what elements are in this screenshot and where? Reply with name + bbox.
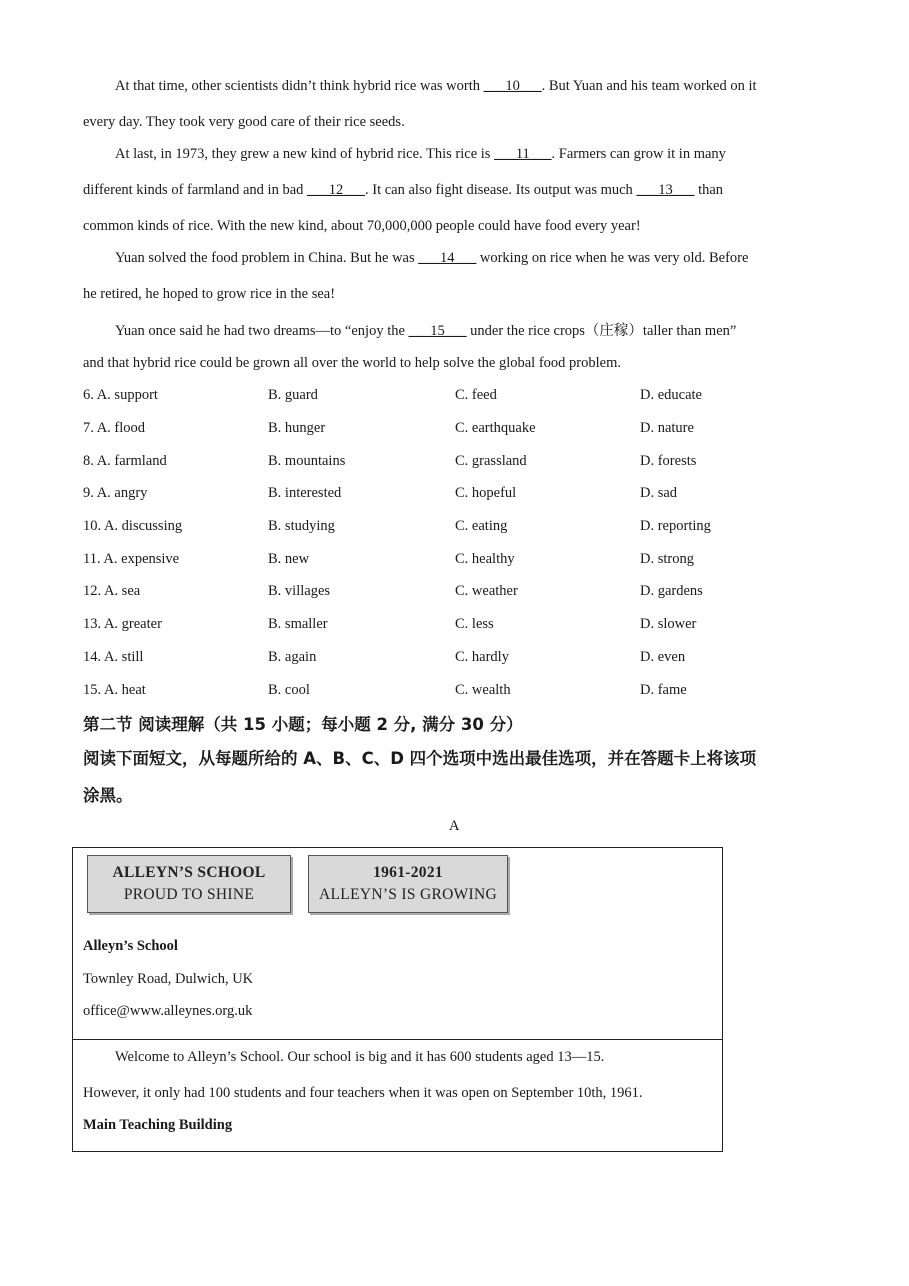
welcome-text-cont: However, it only had 100 students and four teachers when it was open on September 10th, 1961. [83, 1085, 643, 1101]
option-a: 15. A. heat [83, 682, 146, 698]
passage-line: every day. They took very good care of their rice seeds. [83, 114, 405, 130]
passage-line: he retired, he hoped to grow rice in the sea! [83, 286, 336, 302]
passage-text: than [694, 182, 724, 198]
school-address: Townley Road, Dulwich, UK [83, 971, 254, 987]
option-c: C. grassland [455, 453, 527, 469]
option-b: B. studying [268, 518, 335, 534]
school-name: Alleyn’s School [83, 938, 178, 954]
option-b: B. villages [268, 583, 331, 599]
option-d: D. strong [640, 551, 694, 567]
banner-subtitle: ALLEYN’S IS GROWING [319, 886, 497, 903]
passage-text: At that time, other scientists didn’t think hybrid rice was worth [115, 78, 484, 94]
option-d: D. fame [640, 682, 687, 698]
passage-line: common kinds of rice. With the new kind, about 70,000,000 people could have food every year! [83, 218, 641, 234]
option-b: B. smaller [268, 616, 328, 632]
option-d: D. sad [640, 485, 678, 501]
banner-title: ALLEYN’S SCHOOL [112, 864, 266, 881]
passage-line [83, 78, 860, 95]
option-c: C. earthquake [455, 420, 536, 436]
option-b: B. new [268, 551, 310, 567]
option-a: 13. A. greater [83, 616, 162, 632]
blank-11: ___11___ [494, 146, 552, 162]
option-c: C. feed [455, 387, 497, 403]
passage-text: Yuan once said he had two dreams—to “enjoy the [115, 323, 409, 339]
option-c: C. weather [455, 583, 518, 599]
passage-text: . But Yuan and his team worked on it [541, 78, 757, 94]
option-b: B. guard [268, 387, 318, 403]
school-notice-box [72, 847, 723, 1152]
option-d: D. nature [640, 420, 694, 436]
option-a: 12. A. sea [83, 583, 141, 599]
building-heading: Main Teaching Building [83, 1117, 233, 1133]
section-heading: 第二节 阅读理解（共 15 小题；每小题 2 分, 满分 30 分） [83, 715, 523, 734]
option-c: C. eating [455, 518, 508, 534]
option-a: 7. A. flood [83, 420, 146, 436]
option-c: C. wealth [455, 682, 511, 698]
blank-10: ___10___ [483, 78, 542, 94]
blank-14: ___14___ [418, 250, 477, 266]
option-c: C. hopeful [455, 485, 517, 501]
passage-letter: A [449, 818, 460, 834]
section-instruction: 阅读下面短文，从每题所给的 A、B、C、D 四个选项中选出最佳选项，并在答题卡上将该项 [83, 749, 757, 768]
passage-line [83, 182, 828, 199]
school-email: office@www.alleynes.org.uk [83, 1003, 253, 1019]
blank-12: ___12___ [307, 182, 366, 198]
option-a: 8. A. farmland [83, 453, 167, 469]
option-d: D. educate [640, 387, 702, 403]
passage-text: working on rice when he was very old. Before [476, 250, 749, 266]
banner-title: 1961-2021 [373, 864, 443, 881]
anniversary-banner [308, 855, 508, 913]
blank-15: ___15___ [408, 323, 467, 339]
section-instruction-cont: 涂黑。 [83, 786, 133, 805]
passage-text: Yuan solved the food problem in China. But he was [115, 250, 419, 266]
option-b: B. mountains [268, 453, 346, 469]
option-a: 9. A. angry [83, 485, 148, 501]
option-b: B. cool [268, 682, 310, 698]
option-c: C. hardly [455, 649, 509, 665]
passage-line: and that hybrid rice could be grown all over the world to help solve the global food problem. [83, 355, 621, 371]
passage-line [83, 250, 860, 267]
passage-text: . Farmers can grow it in many [551, 146, 726, 162]
school-motto-banner [87, 855, 291, 913]
passage-text: different kinds of farmland and in bad [83, 182, 308, 198]
passage-text: At last, in 1973, they grew a new kind of hybrid rice. This rice is [115, 146, 495, 162]
option-d: D. even [640, 649, 686, 665]
passage-line [83, 319, 860, 340]
banner-subtitle: PROUD TO SHINE [123, 886, 255, 903]
passage-text: under the rice crops（庄稼）taller than men” [466, 323, 737, 339]
option-a: 10. A. discussing [83, 518, 183, 534]
option-d: D. slower [640, 616, 697, 632]
passage-line [83, 146, 860, 163]
option-d: D. gardens [640, 583, 703, 599]
option-b: B. again [268, 649, 317, 665]
option-c: C. less [455, 616, 494, 632]
welcome-text: Welcome to Alleyn’s School. Our school is big and it has 600 students aged 13—15. [115, 1049, 605, 1065]
option-d: D. forests [640, 453, 697, 469]
option-a: 14. A. still [83, 649, 144, 665]
option-d: D. reporting [640, 518, 711, 534]
option-b: B. hunger [268, 420, 326, 436]
option-a: 6. A. support [83, 387, 158, 403]
box-divider [73, 1039, 722, 1040]
option-c: C. healthy [455, 551, 515, 567]
passage-text: . It can also fight disease. Its output was much [365, 182, 637, 198]
option-a: 11. A. expensive [83, 551, 180, 567]
option-b: B. interested [268, 485, 342, 501]
blank-13: ___13___ [636, 182, 695, 198]
